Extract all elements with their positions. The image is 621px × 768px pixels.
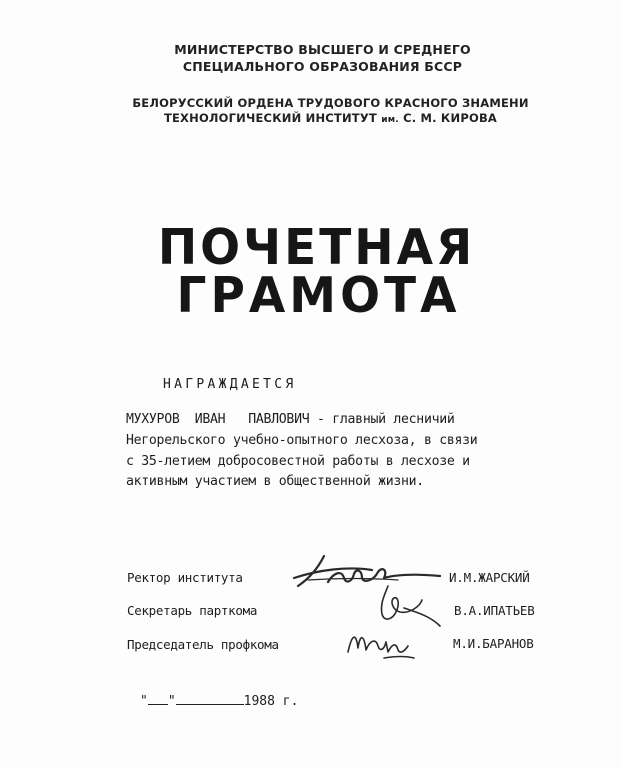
date-line	[140, 692, 298, 709]
institute-name: ТЕХНОЛОГИЧЕСКИЙ ИНСТИТУТ	[163, 111, 377, 125]
chairman-role-label: Председатель профкома	[127, 637, 279, 652]
secretary-role-label: Секретарь парткома	[127, 603, 258, 618]
chairman-name: М.И.БАРАНОВ	[453, 636, 534, 651]
chairman-signature	[344, 622, 424, 662]
institute-named-after: им.	[381, 115, 399, 125]
institute-line-1: БЕЛОРУССКИЙ ОРДЕНА ТРУДОВОГО КРАСНОГО ЗНАМЕНИ	[132, 96, 529, 110]
ministry-line-1: МИНИСТЕРСТВО ВЫСШЕГО И СРЕДНЕГО	[174, 42, 471, 57]
institute-namesake: С. М. КИРОВА	[403, 111, 498, 125]
award-text-line-4: активным участием в общественной жизни.	[126, 474, 424, 489]
award-text-line-1: МУХУРОВ ИВАН ПАВЛОВИЧ - главный лесничий	[126, 412, 455, 427]
title-line-2: ГРАМОТА	[176, 266, 461, 325]
secretary-name: В.А.ИПАТЬЕВ	[454, 603, 535, 618]
month-blank	[176, 692, 244, 705]
date-quote-close: "	[167, 694, 176, 709]
rector-name: И.М.ЖАРСКИЙ	[449, 570, 530, 585]
rector-role-label: Ректор института	[127, 570, 243, 585]
awarded-label: НАГРАЖДАЕТСЯ	[163, 377, 297, 392]
date-year: 1988 г.	[243, 694, 299, 709]
award-text-line-2: Негорельского учебно-опытного лесхоза, в связи	[126, 433, 478, 448]
title-line-1: ПОЧЕТНАЯ	[157, 218, 476, 277]
day-blank	[148, 692, 168, 705]
date-quote-open: "	[140, 694, 148, 709]
ministry-line-2: СПЕЦИАЛЬНОГО ОБРАЗОВАНИЯ БССР	[182, 59, 463, 74]
institute-line-2	[20, 111, 621, 128]
award-text-line-3: с 35-летием добросовестной работы в лесхозе и	[126, 454, 470, 469]
